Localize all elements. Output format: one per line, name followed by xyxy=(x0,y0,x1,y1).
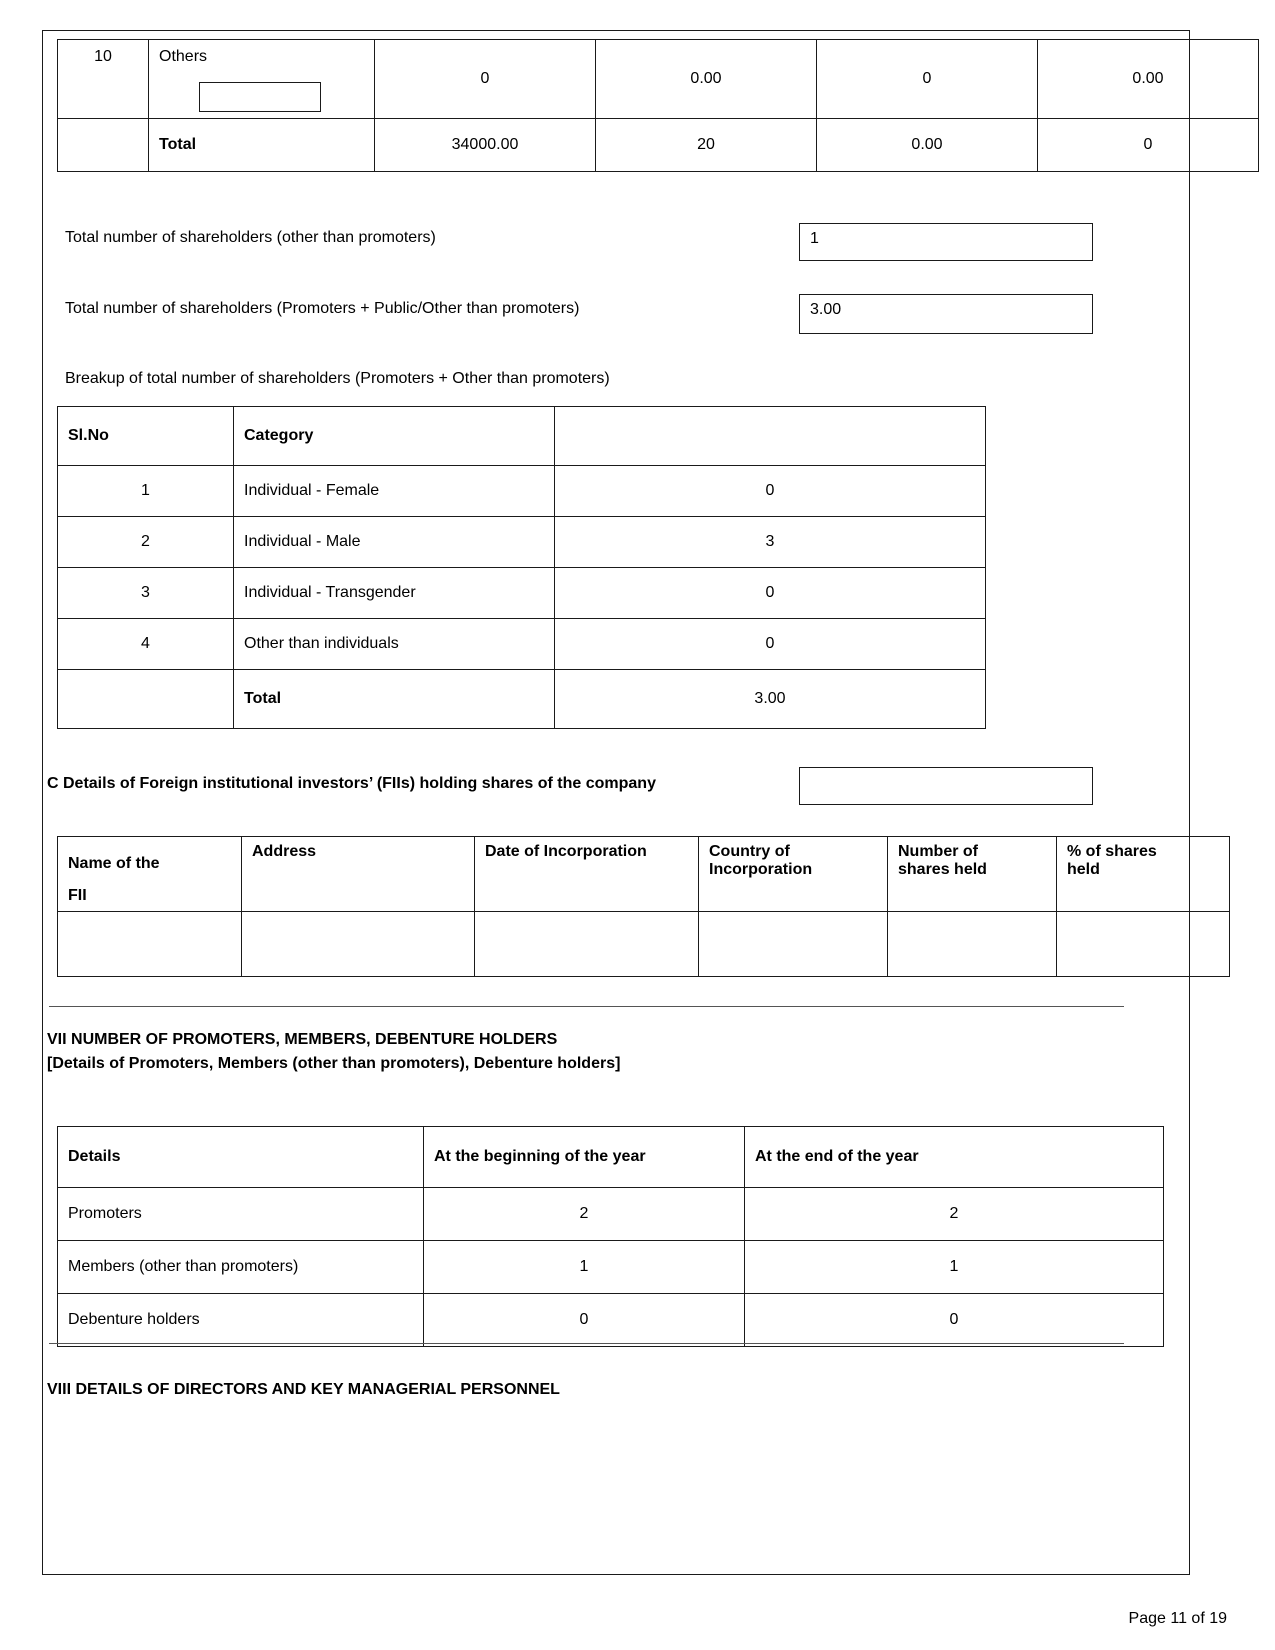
row-promoters-beginning: 2 xyxy=(424,1188,745,1241)
header-fii-name-line1: Name of the xyxy=(68,855,160,872)
row-category: Other than individuals xyxy=(234,619,555,670)
cell-address[interactable] xyxy=(242,912,475,977)
shareholding-continuation-table xyxy=(57,39,1259,172)
table-header-row xyxy=(58,1127,1164,1188)
header-pct-line2: held xyxy=(1067,861,1100,878)
table-row xyxy=(58,517,986,568)
label-total-shareholders-promoters-public: Total number of shareholders (Promoters + Public/Other than promoters) xyxy=(65,300,580,317)
cell-country-of-incorporation[interactable] xyxy=(699,912,888,977)
section-vii-subtitle: [Details of Promoters, Members (other than promoters), Debenture holders] xyxy=(47,1055,621,1072)
row-label-promoters: Promoters xyxy=(58,1188,424,1241)
header-country-of-incorporation xyxy=(699,837,888,912)
table-row xyxy=(58,619,986,670)
section-viii-title: VIII DETAILS OF DIRECTORS AND KEY MANAGERIAL PERSONNEL xyxy=(47,1381,560,1398)
row-members-beginning: 1 xyxy=(424,1241,745,1294)
row-debenture-end: 0 xyxy=(745,1294,1164,1347)
total-value-4: 0 xyxy=(1038,119,1259,172)
header-country-line2: Incorporation xyxy=(709,861,813,878)
fii-section-input[interactable] xyxy=(799,767,1093,805)
row-promoters-end: 2 xyxy=(745,1188,1164,1241)
header-value xyxy=(555,407,986,466)
section-vii-title: VII NUMBER OF PROMOTERS, MEMBERS, DEBENTURE HOLDERS xyxy=(47,1031,558,1048)
row-value: 0 xyxy=(555,466,986,517)
total-label: Total xyxy=(234,670,555,729)
total-value-3: 0.00 xyxy=(817,119,1038,172)
header-fii-name-line2: FII xyxy=(68,887,87,904)
header-number-line2: shares held xyxy=(898,861,987,878)
header-country-line1: Country of xyxy=(709,843,790,860)
table-row-total xyxy=(58,670,986,729)
row-value-2: 0.00 xyxy=(596,40,817,119)
total-sl-no xyxy=(58,670,234,729)
row-sl-no: 4 xyxy=(58,619,234,670)
total-label: Total xyxy=(149,119,375,172)
total-value: 3.00 xyxy=(555,670,986,729)
row-sl-no: 10 xyxy=(58,40,149,119)
header-pct-line1: % of shares xyxy=(1067,843,1157,860)
row-label-debenture-holders: Debenture holders xyxy=(58,1294,424,1347)
cell-date-of-incorporation[interactable] xyxy=(475,912,699,977)
header-address: Address xyxy=(242,837,475,912)
header-category: Category xyxy=(234,407,555,466)
table-row xyxy=(58,1241,1164,1294)
total-value-2: 20 xyxy=(596,119,817,172)
header-date-of-incorporation: Date of Incorporation xyxy=(475,837,699,912)
row-value-1: 0 xyxy=(375,40,596,119)
shareholders-breakup-table xyxy=(57,406,986,729)
input-total-shareholders-promoters-public[interactable]: 3.00 xyxy=(799,294,1093,334)
table-row-total xyxy=(58,119,1259,172)
others-text-input[interactable] xyxy=(199,82,321,112)
row-sl-no: 1 xyxy=(58,466,234,517)
table-header-row xyxy=(58,407,986,466)
header-end-of-year: At the end of the year xyxy=(745,1127,1164,1188)
row-value-4: 0.00 xyxy=(1038,40,1259,119)
cell-number-shares-held[interactable] xyxy=(888,912,1057,977)
label-total-shareholders-other-than-promoters: Total number of shareholders (other than promoters) xyxy=(65,229,436,246)
fii-section-label: C Details of Foreign institutional investors’ (FIIs) holding shares of the company xyxy=(47,775,656,792)
row-category: Individual - Male xyxy=(234,517,555,568)
header-percent-shares-held xyxy=(1057,837,1230,912)
table-row xyxy=(58,912,1230,977)
header-details: Details xyxy=(58,1127,424,1188)
section-divider-2 xyxy=(49,1343,1124,1344)
row-category xyxy=(149,40,375,119)
table-row xyxy=(58,40,1259,119)
row-sl-no: 2 xyxy=(58,517,234,568)
row-sl-no: 3 xyxy=(58,568,234,619)
row-category: Individual - Female xyxy=(234,466,555,517)
cell-fii-name[interactable] xyxy=(58,912,242,977)
row-value: 0 xyxy=(555,568,986,619)
table-row xyxy=(58,466,986,517)
total-value-1: 34000.00 xyxy=(375,119,596,172)
table-header-row xyxy=(58,837,1230,912)
row-category: Individual - Transgender xyxy=(234,568,555,619)
total-sl-no xyxy=(58,119,149,172)
section-divider-1 xyxy=(49,1006,1124,1007)
fii-details-table xyxy=(57,836,1230,977)
row-category-label: Others xyxy=(159,48,208,65)
row-members-end: 1 xyxy=(745,1241,1164,1294)
cell-percent-shares-held[interactable] xyxy=(1057,912,1230,977)
table-row xyxy=(58,1188,1164,1241)
row-label-members: Members (other than promoters) xyxy=(58,1241,424,1294)
row-debenture-beginning: 0 xyxy=(424,1294,745,1347)
promoters-members-debenture-table xyxy=(57,1126,1164,1347)
input-total-shareholders-other-than-promoters[interactable]: 1 xyxy=(799,223,1093,261)
table-row xyxy=(58,568,986,619)
document-page xyxy=(42,30,1190,1575)
header-number-shares-held xyxy=(888,837,1057,912)
header-fii-name xyxy=(58,837,242,912)
row-value: 3 xyxy=(555,517,986,568)
table-row xyxy=(58,1294,1164,1347)
header-number-line1: Number of xyxy=(898,843,978,860)
row-value-3: 0 xyxy=(817,40,1038,119)
header-sl-no: Sl.No xyxy=(58,407,234,466)
breakup-caption: Breakup of total number of shareholders (Promoters + Other than promoters) xyxy=(65,370,610,387)
header-beginning-of-year: At the beginning of the year xyxy=(424,1127,745,1188)
page-footer: Page 11 of 19 xyxy=(1128,1610,1227,1627)
row-value: 0 xyxy=(555,619,986,670)
